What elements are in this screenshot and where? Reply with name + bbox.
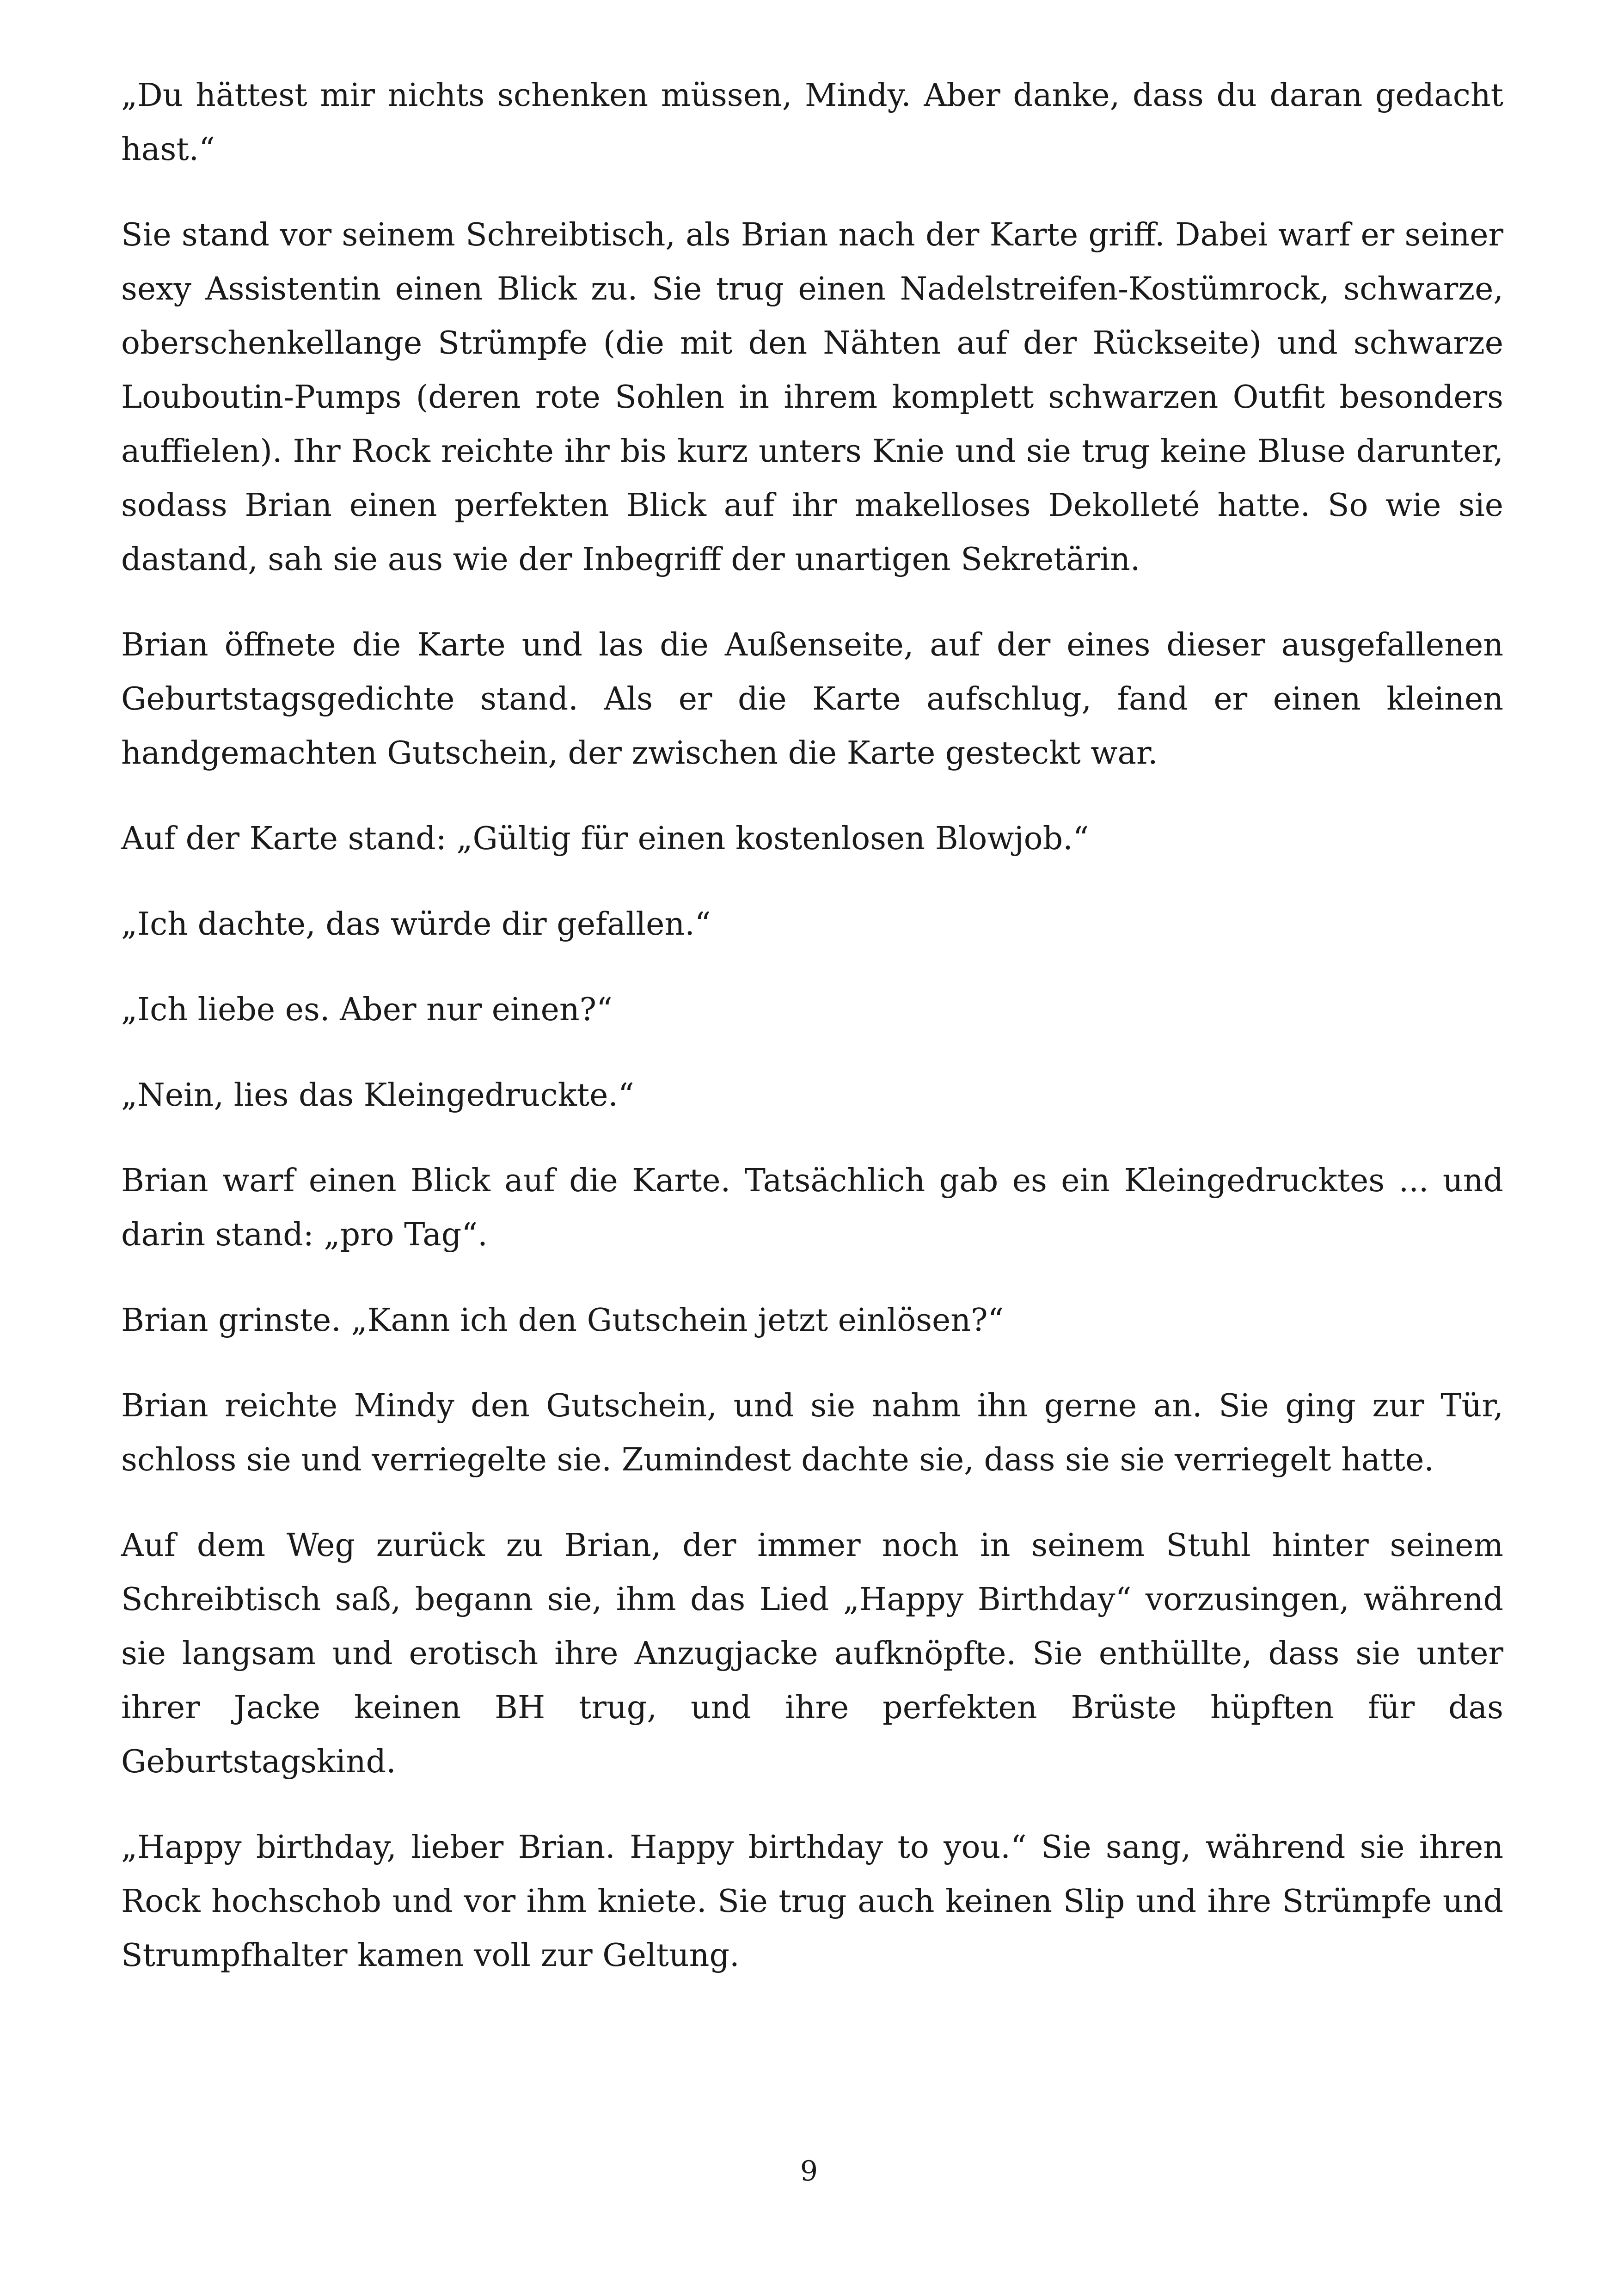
paragraph: „Ich dachte, das würde dir gefallen.“ — [121, 906, 711, 943]
paragraph: „Nein, lies das Kleingedruckte.“ — [121, 1077, 634, 1114]
paragraph: „Happy birthday, lieber Brian. Happy birthday to you.“ Sie sang, während sie ihren Rock hochschob und vor ihm kniete. Sie trug auch keinen Slip und ihre Strümpfe und Strumpfhalter kamen voll zur Geltung. — [121, 1829, 1503, 1974]
paragraph: „Ich liebe es. Aber nur einen?“ — [121, 992, 613, 1028]
paragraph: Sie stand vor seinem Schreibtisch, als Brian nach der Karte griff. Dabei warf er seiner sexy Assistentin einen Blick zu. Sie trug einen Nadelstreifen-Kostümrock, schwarze, oberschenkellange Strümpfe (die mit den Nähten auf der Rückseite) und schwarze Louboutin-Pumps (deren rote Sohlen in ihrem komplett schwarzen Outfit besonders auffielen). Ihr Rock reichte ihr bis kurz unters Knie und sie trug keine Bluse darunter, sodass Brian einen perfekten Blick auf ihr makelloses Dekolleté hatte. So wie sie dastand, sah sie aus wie der Inbegriff der unartigen Sekretärin. — [121, 217, 1503, 578]
paragraph: Brian öffnete die Karte und las die Außenseite, auf der eines dieser ausgefallenen Geburtstagsgedichte stand. Als er die Karte aufschlug, fand er einen kleinen handgemachten Gutschein, der zwischen die Karte gesteckt war. — [121, 627, 1503, 771]
paragraph: Auf dem Weg zurück zu Brian, der immer noch in seinem Stuhl hinter seinem Schreibtisch saß, begann sie, ihm das Lied „Happy Birthday“ vorzusingen, während sie langsam und erotisch ihre Anzugjacke aufknöpfte. Sie enthüllte, dass sie unter ihrer Jacke keinen BH trug, und ihre perfekten Brüste hüpften für das Geburtstagskind. — [121, 1527, 1503, 1780]
paragraph: Brian warf einen Blick auf die Karte. Tatsächlich gab es ein Kleingedrucktes ... und darin stand: „pro Tag“. — [121, 1163, 1503, 1253]
paragraph: Brian grinste. „Kann ich den Gutschein jetzt einlösen?“ — [121, 1302, 1004, 1339]
page-number: 9 — [800, 2155, 818, 2187]
paragraph: „Du hättest mir nichts schenken müssen, Mindy. Aber danke, dass du daran gedacht hast.“ — [121, 77, 1503, 168]
paragraph: Brian reichte Mindy den Gutschein, und sie nahm ihn gerne an. Sie ging zur Tür, schloss sie und verriegelte sie. Zumindest dachte sie, dass sie sie verriegelt hatte. — [121, 1388, 1503, 1478]
page-body — [121, 68, 1503, 2014]
paragraph: Auf der Karte stand: „Gültig für einen kostenlosen Blowjob.“ — [121, 820, 1089, 857]
